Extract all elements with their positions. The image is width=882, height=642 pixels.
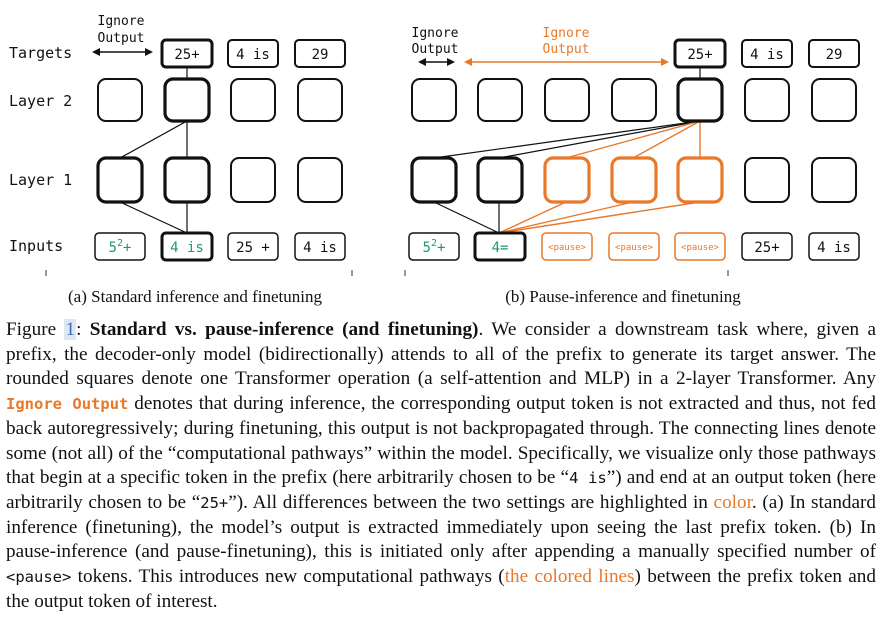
panel-b-input-label: 25+ — [754, 240, 780, 256]
panel-a-layer2-node — [231, 79, 275, 121]
panel-b-pause-pathway-lines — [499, 121, 700, 233]
caption-text: ”) and end at an output token (here arbitrarily chosen to be “ — [6, 467, 877, 513]
panel-b-layer1-node — [745, 158, 789, 202]
panel-b-ignore-orange-arrow — [464, 58, 669, 66]
panel-a-input-label: 4 is — [303, 240, 337, 256]
panel-b-layer2-node — [745, 79, 789, 121]
figure-caption — [6, 318, 876, 614]
panel-a-input-label: 25 + — [236, 240, 270, 256]
panel-a-ignore-label-line2: Output — [97, 31, 145, 46]
panel-b-layer2-node — [545, 79, 589, 121]
panel-b-pause-label: <pause> — [615, 243, 653, 253]
panel-b-layer1-node — [478, 158, 522, 202]
panel-b-layer1-node — [812, 158, 856, 202]
panel-a-target-label: 25+ — [174, 47, 200, 63]
panel-a-layer2-node — [98, 79, 142, 121]
panel-b-ignore-orange-line2: Output — [542, 42, 590, 57]
panel-b-ignore-arrow — [418, 58, 455, 66]
caption-ignore-output: Ignore Output — [6, 395, 129, 414]
panel-b-subcaption: (b) Pause-inference and finetuning — [505, 287, 741, 306]
panel-b-layer1-pause-node — [678, 158, 722, 202]
panel-a-ignore-label-line1: Ignore — [97, 14, 145, 29]
panel-a-layer2-node — [165, 79, 209, 121]
caption-token: 25+ — [200, 493, 229, 512]
panel-b-ignore-orange-line1: Ignore — [542, 26, 590, 41]
panel-b-pause-label: <pause> — [548, 243, 586, 253]
panel-b-input-label: 4= — [491, 240, 509, 256]
caption-figure-label: Figure — [6, 319, 65, 340]
caption-token: <pause> — [6, 568, 72, 587]
caption-token: 4 is — [569, 469, 607, 488]
panel-a-layer1-node — [231, 158, 275, 202]
panel-a-target-label: 4 is — [236, 47, 270, 63]
panel-b — [405, 26, 859, 306]
row-label-layer1: Layer 1 — [9, 171, 73, 189]
panel-b-ignore-label-line2: Output — [411, 42, 459, 57]
panel-b-layer1-pause-node — [545, 158, 589, 202]
panel-b-ignore-label-line1: Ignore — [411, 26, 459, 41]
caption-colored-lines: the colored lines — [504, 566, 635, 588]
panel-a-target-label: 29 — [311, 47, 329, 63]
panel-a-layer1-node — [165, 158, 209, 202]
caption-text: . We consider a downstream task where, given a prefix, the decoder-only model (bidirectionally) attends to all of the prefix to generate its target answer. The rounded squares denote one Transformer operation (a self-attention and MLP) in a 2-layer Transformer. Any — [6, 319, 876, 390]
panel-b-layer2-node — [412, 79, 456, 121]
panel-b-pause-label: <pause> — [681, 243, 719, 253]
panel-b-layer1-node — [412, 158, 456, 202]
panel-b-layer2-node — [678, 79, 722, 121]
panel-a-input-label: $5^2+$ — [108, 238, 132, 256]
caption-color-word: color — [713, 491, 752, 513]
row-label-targets: Targets — [9, 44, 73, 62]
caption-text: . (a) In standard inference (finetuning), the model’s output is extracted immediately upon seeing the last prefix token. (b) In pause-inference (and pause-finetuning), this is initiated only after appending a manually specified number of — [6, 491, 877, 563]
row-label-inputs: Inputs — [9, 237, 64, 255]
caption-figure-number[interactable]: 1 — [65, 319, 76, 340]
panel-b-target-label: 29 — [825, 47, 843, 63]
caption-text: denotes that during inference, the corresponding output token is not extracted and thus, not fed back autoregressively; during finetuning, this output is not backpropagated through. The connecting lines denote some (not all) of the “computational pathways” within the model. Specifically, we visualize only those pathways that begin at a specific token in the prefix (here arbitrarily chosen to be “ — [6, 393, 876, 489]
caption-title: Standard vs. pause-inference (and finetuning) — [89, 319, 479, 340]
panel-a-subcaption: (a) Standard inference and finetuning — [68, 287, 322, 306]
panel-a-layer1-node — [98, 158, 142, 202]
figure-diagram — [0, 0, 882, 318]
caption-text: ”). All differences between the two settings are highlighted in — [228, 491, 714, 513]
row-label-layer2: Layer 2 — [9, 92, 73, 110]
panel-a-layer1-node — [298, 158, 342, 202]
caption-text: tokens. This introduces new computational pathways ( — [71, 566, 505, 588]
panel-a-input-label: 4 is — [170, 240, 204, 256]
caption-text: ) between the prefix token and the output token of interest. — [6, 566, 876, 612]
panel-b-target-label: 25+ — [687, 47, 713, 63]
caption-colon: : — [76, 319, 90, 340]
panel-b-layer2-node — [612, 79, 656, 121]
panel-b-input-label: $5^2+$ — [422, 238, 446, 256]
panel-a — [46, 14, 352, 306]
panel-a-layer2-node — [298, 79, 342, 121]
panel-b-input-label: 4 is — [817, 240, 851, 256]
panel-b-layer1-pause-node — [612, 158, 656, 202]
panel-a-ignore-arrow — [92, 48, 153, 56]
panel-b-layer2-node — [478, 79, 522, 121]
panel-b-layer2-node — [812, 79, 856, 121]
panel-b-target-label: 4 is — [750, 47, 784, 63]
